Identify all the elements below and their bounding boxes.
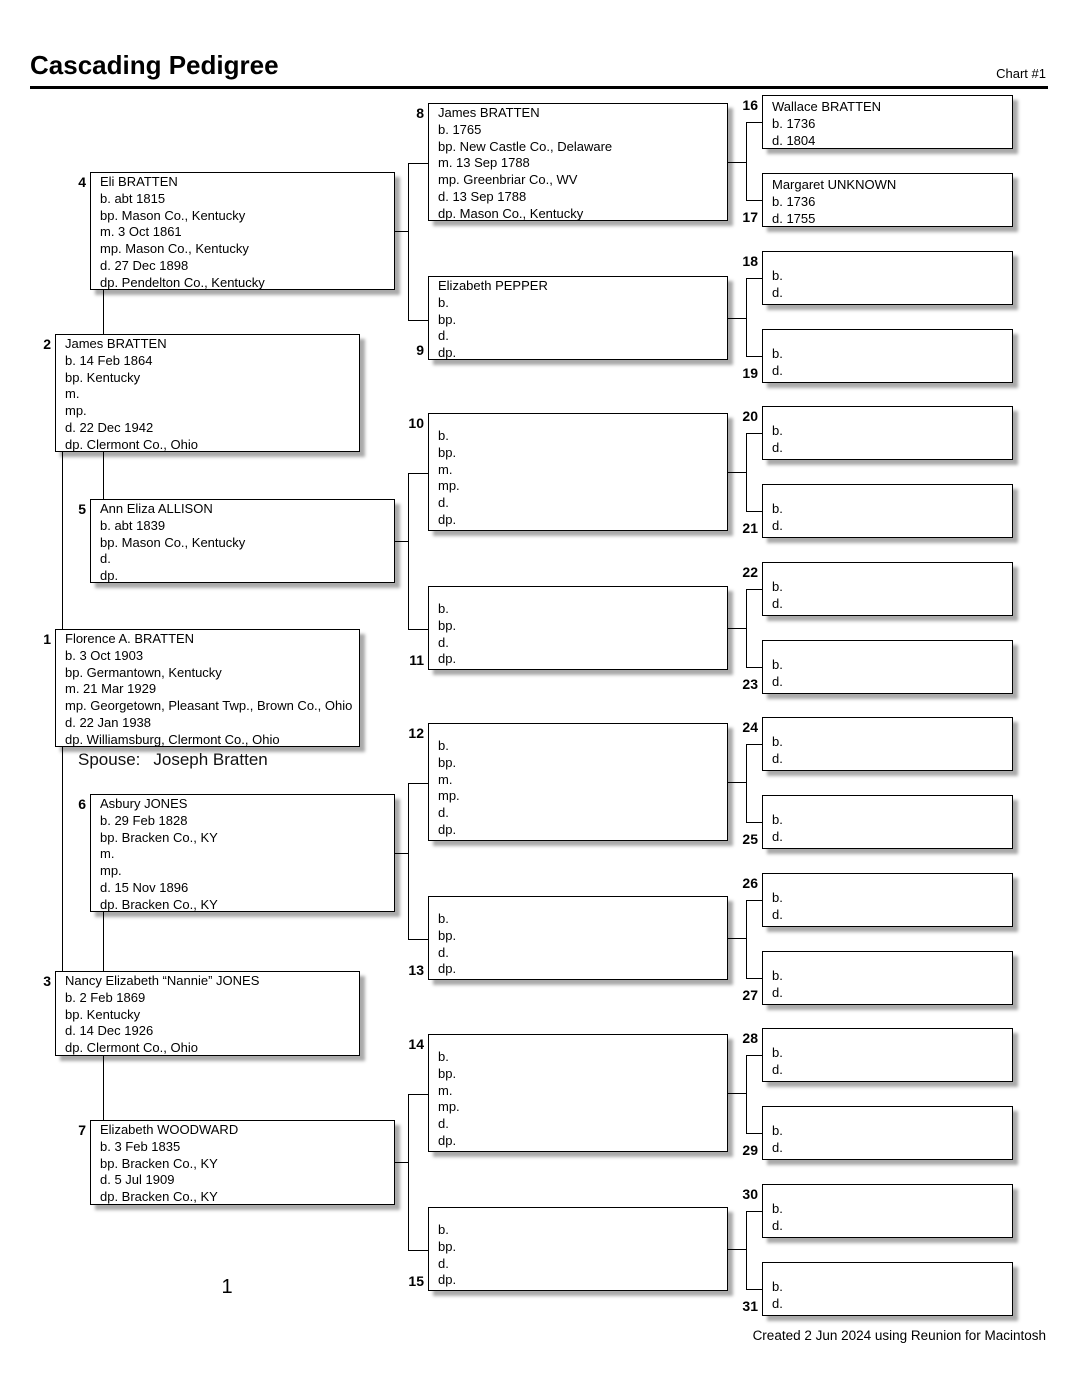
person-field: b. <box>772 657 783 672</box>
connector-line <box>746 822 763 823</box>
person-field: mp. Greenbriar Co., WV <box>438 172 578 188</box>
person-field: bp. Bracken Co., KY <box>100 829 218 845</box>
connector-line <box>408 1094 409 1250</box>
person-number: 8 <box>416 105 424 121</box>
person-name <box>438 415 723 428</box>
chart-number-label: Chart #1 <box>996 66 1046 81</box>
person-field: dp. <box>438 511 457 527</box>
person-field: mp. Georgetown, Pleasant Twp., Brown Co., Ohio <box>65 698 353 714</box>
person-field: bp. Mason Co., Kentucky <box>100 534 246 550</box>
person-name <box>772 1109 1008 1122</box>
person-box[interactable] <box>90 172 395 290</box>
person-box[interactable] <box>428 896 728 980</box>
person-field: m. <box>438 461 453 477</box>
person-box[interactable] <box>428 1034 728 1152</box>
person-name: Margaret UNKNOWN <box>772 177 897 192</box>
person-field: b. 1736 <box>772 194 816 209</box>
person-name <box>772 254 1008 267</box>
person-field: d. <box>772 518 783 533</box>
connector-line <box>395 541 409 542</box>
person-number: 19 <box>742 365 758 381</box>
person-field: b. <box>772 423 783 438</box>
connector-line <box>746 122 747 200</box>
person-field: bp. Mason Co., Kentucky <box>100 207 246 223</box>
person-field: dp. <box>438 1132 457 1148</box>
person-number: 27 <box>742 987 758 1003</box>
person-field: d. <box>438 1255 449 1271</box>
person-box[interactable] <box>762 562 1013 616</box>
person-field: dp. Bracken Co., KY <box>100 1189 218 1205</box>
person-name <box>772 876 1008 889</box>
person-box[interactable] <box>428 586 728 670</box>
person-field: b. <box>772 1279 783 1294</box>
connector-line <box>746 1055 763 1056</box>
person-field: b. 1736 <box>772 116 816 131</box>
person-field: dp. Clermont Co., Ohio <box>65 1040 198 1056</box>
connector-line <box>103 290 104 334</box>
person-number: 24 <box>742 719 758 735</box>
person-box[interactable] <box>90 794 395 912</box>
connector-line <box>408 1250 429 1251</box>
person-field: mp. <box>438 788 460 804</box>
person-field: b. 29 Feb 1828 <box>100 812 188 828</box>
person-field: mp. <box>65 403 87 419</box>
person-box[interactable] <box>762 717 1013 771</box>
person-field: b. <box>438 1049 449 1064</box>
person-number: 10 <box>408 415 424 431</box>
person-name <box>438 725 723 738</box>
person-field: m. <box>100 846 115 862</box>
connector-line <box>395 1162 409 1163</box>
person-number: 22 <box>742 564 758 580</box>
person-field: b. <box>438 738 449 753</box>
person-field: d. 15 Nov 1896 <box>100 879 189 895</box>
person-field: m. <box>438 771 453 787</box>
connector-line <box>728 472 747 473</box>
person-field: b. <box>772 346 783 361</box>
person-field: d. <box>772 1140 783 1155</box>
connector-line <box>408 783 429 784</box>
person-name <box>438 1036 723 1049</box>
connector-line <box>408 163 429 164</box>
person-number: 2 <box>43 336 51 352</box>
person-field: dp. <box>438 1272 457 1288</box>
person-name <box>772 643 1008 656</box>
person-name <box>772 487 1008 500</box>
person-field: bp. <box>438 311 457 327</box>
person-field: b. <box>438 1222 449 1237</box>
person-box[interactable] <box>762 1262 1013 1316</box>
person-box[interactable] <box>762 329 1013 383</box>
person-number: 18 <box>742 253 758 269</box>
person-field: b. 2 Feb 1869 <box>65 989 146 1005</box>
person-field: m. 13 Sep 1788 <box>438 155 530 171</box>
person-field: bp. Kentucky <box>65 1006 141 1022</box>
person-field: bp. <box>438 1238 457 1254</box>
person-field: dp. <box>438 821 457 837</box>
person-number: 30 <box>742 1186 758 1202</box>
person-field: b. <box>772 579 783 594</box>
connector-line <box>746 744 763 745</box>
connector-line <box>746 278 763 279</box>
person-name <box>772 798 1008 811</box>
connector-line <box>395 853 409 854</box>
person-field: dp. Bracken Co., KY <box>100 896 218 912</box>
connector-line <box>746 433 763 434</box>
person-field: b. <box>438 911 449 926</box>
person-number: 23 <box>742 676 758 692</box>
person-number: 31 <box>742 1298 758 1314</box>
person-name: Eli BRATTEN <box>100 174 178 189</box>
person-field: d. 22 Dec 1942 <box>65 419 154 435</box>
person-field: dp. Clermont Co., Ohio <box>65 436 198 452</box>
person-field: mp. Mason Co., Kentucky <box>100 241 249 257</box>
person-field: d. <box>772 1062 783 1077</box>
page-number: 1 <box>221 1276 233 1298</box>
person-field: mp. <box>438 478 460 494</box>
connector-line <box>728 1093 747 1094</box>
person-field: m. 3 Oct 1861 <box>100 224 182 240</box>
connector-line <box>408 629 429 630</box>
person-field: d. 5 Jul 1909 <box>100 1172 175 1188</box>
person-field: b. <box>772 1201 783 1216</box>
person-name <box>772 1187 1008 1200</box>
person-box[interactable] <box>55 971 360 1056</box>
person-field: d. <box>772 285 783 300</box>
connector-line <box>408 783 409 939</box>
person-box[interactable] <box>762 1184 1013 1238</box>
person-box[interactable] <box>762 951 1013 1005</box>
person-number: 5 <box>78 501 86 517</box>
person-box[interactable] <box>762 406 1013 460</box>
person-box[interactable] <box>428 413 728 531</box>
spouse-label: Spouse: <box>78 750 141 769</box>
person-name: Asbury JONES <box>100 796 188 811</box>
connector-line <box>408 939 429 940</box>
person-name: Elizabeth WOODWARD <box>100 1122 239 1137</box>
person-box[interactable] <box>762 484 1013 538</box>
footer-credit: Created 2 Jun 2024 using Reunion for Macintosh <box>752 1328 1046 1343</box>
person-field: bp. <box>438 754 457 770</box>
person-number: 20 <box>742 408 758 424</box>
person-field: d. <box>772 363 783 378</box>
page-title: Cascading Pedigree <box>30 50 279 80</box>
person-number: 26 <box>742 875 758 891</box>
person-name <box>772 409 1008 422</box>
person-field: bp. <box>438 1065 457 1081</box>
person-field: d. <box>438 944 449 960</box>
person-field: m. <box>65 386 80 402</box>
connector-line <box>408 1094 429 1095</box>
person-box[interactable] <box>762 1106 1013 1160</box>
person-name: Elizabeth PEPPER <box>438 278 548 293</box>
person-field: b. <box>772 268 783 283</box>
person-field: d. <box>772 1296 783 1311</box>
person-field: dp. Williamsburg, Clermont Co., Ohio <box>65 731 280 747</box>
connector-line <box>746 667 763 668</box>
person-box[interactable] <box>428 276 728 360</box>
connector-line <box>395 231 409 232</box>
person-field: d. 13 Sep 1788 <box>438 188 527 204</box>
person-number: 29 <box>742 1142 758 1158</box>
connector-line <box>746 278 747 356</box>
person-field: d. <box>438 805 449 821</box>
person-field: b. <box>438 294 449 310</box>
connector-line <box>746 356 763 357</box>
person-name <box>438 588 723 601</box>
connector-line <box>62 747 63 971</box>
person-field: d. 14 Dec 1926 <box>65 1023 154 1039</box>
person-name <box>772 565 1008 578</box>
person-box[interactable] <box>428 103 728 221</box>
person-field: bp. <box>438 617 457 633</box>
person-field: b. 14 Feb 1864 <box>65 352 153 368</box>
person-field: d. <box>772 596 783 611</box>
person-number: 11 <box>409 652 424 668</box>
person-box[interactable] <box>428 723 728 841</box>
person-field: b. <box>772 1045 783 1060</box>
person-field: bp. <box>438 927 457 943</box>
person-box[interactable] <box>762 873 1013 927</box>
connector-line <box>103 452 104 499</box>
person-number: 3 <box>43 973 51 989</box>
connector-line <box>746 589 763 590</box>
person-name <box>438 1209 723 1222</box>
person-number: 4 <box>78 174 86 190</box>
person-name: James BRATTEN <box>65 336 167 351</box>
connector-line <box>746 1289 763 1290</box>
person-field: b. <box>438 601 449 616</box>
person-field: b. <box>772 734 783 749</box>
person-number: 17 <box>742 209 758 225</box>
person-number: 15 <box>408 1273 424 1289</box>
person-field: bp. New Castle Co., Delaware <box>438 138 613 154</box>
person-name <box>772 1265 1008 1278</box>
person-number: 28 <box>742 1030 758 1046</box>
connector-line <box>408 473 429 474</box>
connector-line <box>746 1211 763 1212</box>
connector-line <box>746 1055 747 1133</box>
person-box[interactable] <box>762 251 1013 305</box>
person-box[interactable] <box>762 95 1013 149</box>
person-number: 6 <box>78 796 86 812</box>
person-name <box>772 1031 1008 1044</box>
person-box[interactable] <box>762 173 1013 227</box>
person-field: b. <box>772 968 783 983</box>
person-field: d. <box>772 440 783 455</box>
title-rule <box>30 86 1048 89</box>
person-field: mp. <box>100 863 122 879</box>
connector-line <box>746 1133 763 1134</box>
person-field: b. <box>772 812 783 827</box>
person-field: dp. <box>438 651 457 667</box>
person-field: dp. Mason Co., Kentucky <box>438 205 584 221</box>
person-field: dp. <box>100 568 119 584</box>
person-field: b. <box>772 501 783 516</box>
connector-line <box>103 1056 104 1120</box>
person-number: 21 <box>742 520 758 536</box>
person-box[interactable] <box>55 629 360 747</box>
person-field: d. <box>772 829 783 844</box>
person-box[interactable] <box>762 795 1013 849</box>
person-number: 13 <box>408 962 424 978</box>
person-field: b. <box>772 890 783 905</box>
person-field: d. <box>438 634 449 650</box>
connector-line <box>746 900 747 978</box>
person-field: bp. Kentucky <box>65 369 141 385</box>
person-field: d. <box>100 551 111 567</box>
person-field: dp. <box>438 961 457 977</box>
person-field: bp. <box>438 444 457 460</box>
connector-line <box>746 1211 747 1289</box>
person-field: d. 1804 <box>772 133 816 148</box>
connector-line <box>62 452 63 629</box>
person-field: d. 27 Dec 1898 <box>100 257 189 273</box>
connector-line <box>746 900 763 901</box>
person-field: d. 22 Jan 1938 <box>65 714 152 730</box>
person-number: 12 <box>408 725 424 741</box>
person-field: bp. Germantown, Kentucky <box>65 664 222 680</box>
person-field: d. <box>772 674 783 689</box>
person-name <box>772 954 1008 967</box>
person-box[interactable] <box>762 1028 1013 1082</box>
person-field: bp. Bracken Co., KY <box>100 1155 218 1171</box>
person-field: b. 1765 <box>438 121 482 137</box>
person-box[interactable] <box>55 334 360 452</box>
person-field: d. <box>438 1116 449 1132</box>
connector-line <box>746 978 763 979</box>
connector-line <box>408 473 409 629</box>
spouse-line <box>78 750 268 770</box>
person-number: 7 <box>78 1122 86 1138</box>
person-box[interactable] <box>428 1207 728 1291</box>
person-name: James BRATTEN <box>438 105 540 120</box>
connector-line <box>728 1249 747 1250</box>
connector-line <box>728 628 747 629</box>
connector-line <box>728 782 747 783</box>
person-name: Nancy Elizabeth “Nannie” JONES <box>65 973 260 988</box>
person-field: b. 3 Oct 1903 <box>65 647 144 663</box>
connector-line <box>728 162 747 163</box>
person-field: d. <box>772 985 783 1000</box>
person-field: d. 1755 <box>772 211 816 226</box>
connector-line <box>746 744 747 822</box>
person-box[interactable] <box>90 499 395 583</box>
person-number: 9 <box>416 342 424 358</box>
connector-line <box>746 511 763 512</box>
connector-line <box>408 163 409 320</box>
person-field: m. <box>438 1082 453 1098</box>
person-field: b. abt 1815 <box>100 190 166 206</box>
person-number: 25 <box>742 831 758 847</box>
person-number: 16 <box>742 97 758 113</box>
person-field: m. 21 Mar 1929 <box>65 681 157 697</box>
person-name <box>772 720 1008 733</box>
person-name: Ann Eliza ALLISON <box>100 501 213 516</box>
person-field: mp. <box>438 1099 460 1115</box>
person-field: d. <box>438 495 449 511</box>
person-name: Wallace BRATTEN <box>772 99 882 114</box>
person-field: b. 3 Feb 1835 <box>100 1138 181 1154</box>
person-name <box>772 332 1008 345</box>
connector-line <box>728 938 747 939</box>
connector-line <box>408 320 429 321</box>
person-box[interactable] <box>762 640 1013 694</box>
connector-line <box>103 912 104 971</box>
person-name: Florence A. BRATTEN <box>65 631 195 646</box>
person-name <box>438 898 723 911</box>
person-field: b. <box>438 428 449 443</box>
person-field: d. <box>772 751 783 766</box>
spouse-name: Joseph Bratten <box>153 750 268 769</box>
connector-line <box>728 318 747 319</box>
person-number: 14 <box>408 1036 424 1052</box>
connector-line <box>746 200 763 201</box>
person-field: dp. <box>438 345 457 361</box>
person-number: 1 <box>43 631 51 647</box>
person-field: d. <box>438 328 449 344</box>
connector-line <box>746 122 763 123</box>
person-field: b. <box>772 1123 783 1138</box>
person-field: d. <box>772 907 783 922</box>
person-field: d. <box>772 1218 783 1233</box>
person-field: dp. Pendelton Co., Kentucky <box>100 274 265 290</box>
person-field: b. abt 1839 <box>100 517 166 533</box>
person-box[interactable] <box>90 1120 395 1205</box>
